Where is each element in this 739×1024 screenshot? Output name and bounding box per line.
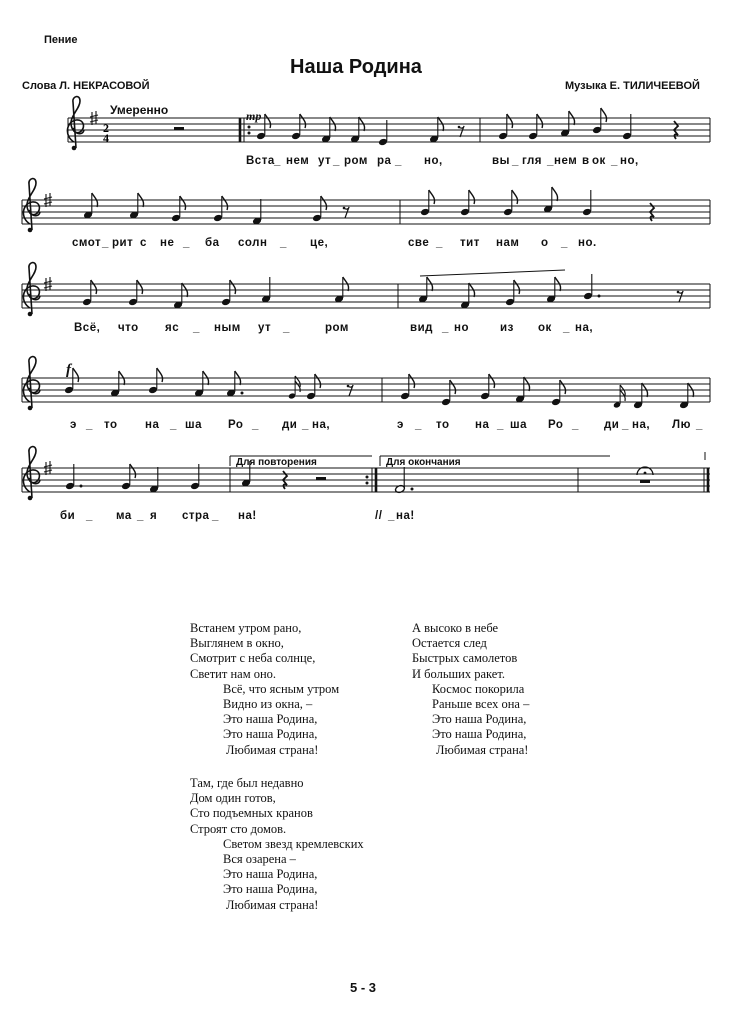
lyricist-credit: Слова Л. НЕКРАСОВОЙ [22, 80, 150, 92]
svg-text:2: 2 [103, 121, 109, 135]
subject-label: Пение [44, 34, 78, 46]
verse-column-2-stanza-1: А высоко в небе Остается след Быстрых самолетов И больших ракет. Космос покорила Раньше всех она – Это наша Родина, Это наша Родина, Любимая страна! [412, 621, 530, 757]
tempo-marking: Умеренно [110, 103, 169, 117]
ending-bracket-label: Для окончания [386, 457, 461, 468]
song-title: Наша Родина [290, 56, 422, 78]
composer-credit: Музыка Е. ТИЛИЧЕЕВОЙ [565, 80, 700, 92]
page-number: 5 - 3 [350, 980, 377, 995]
dynamic-f: f [66, 362, 71, 378]
dynamic-mp: mp [246, 109, 262, 123]
repeat-bracket-label: Для повторения [236, 457, 317, 468]
verse-column-1-stanza-1: Встанем утром рано, Выглянем в окно, Смотрит с неба солнце, Светит нам оно. Всё, что ясным утром Видно из окна, – Это наша Родина, Это наша Родина, Любимая страна! [190, 621, 340, 757]
verse-column-1-stanza-2: Там, где был недавно Дом один готов, Сто подъемных кранов Строят сто домов. Светом звезд кремлевских Вся озарена – Это наша Родина, Это наша Родина, Любимая страна! [190, 776, 364, 912]
svg-text:4: 4 [103, 131, 109, 145]
